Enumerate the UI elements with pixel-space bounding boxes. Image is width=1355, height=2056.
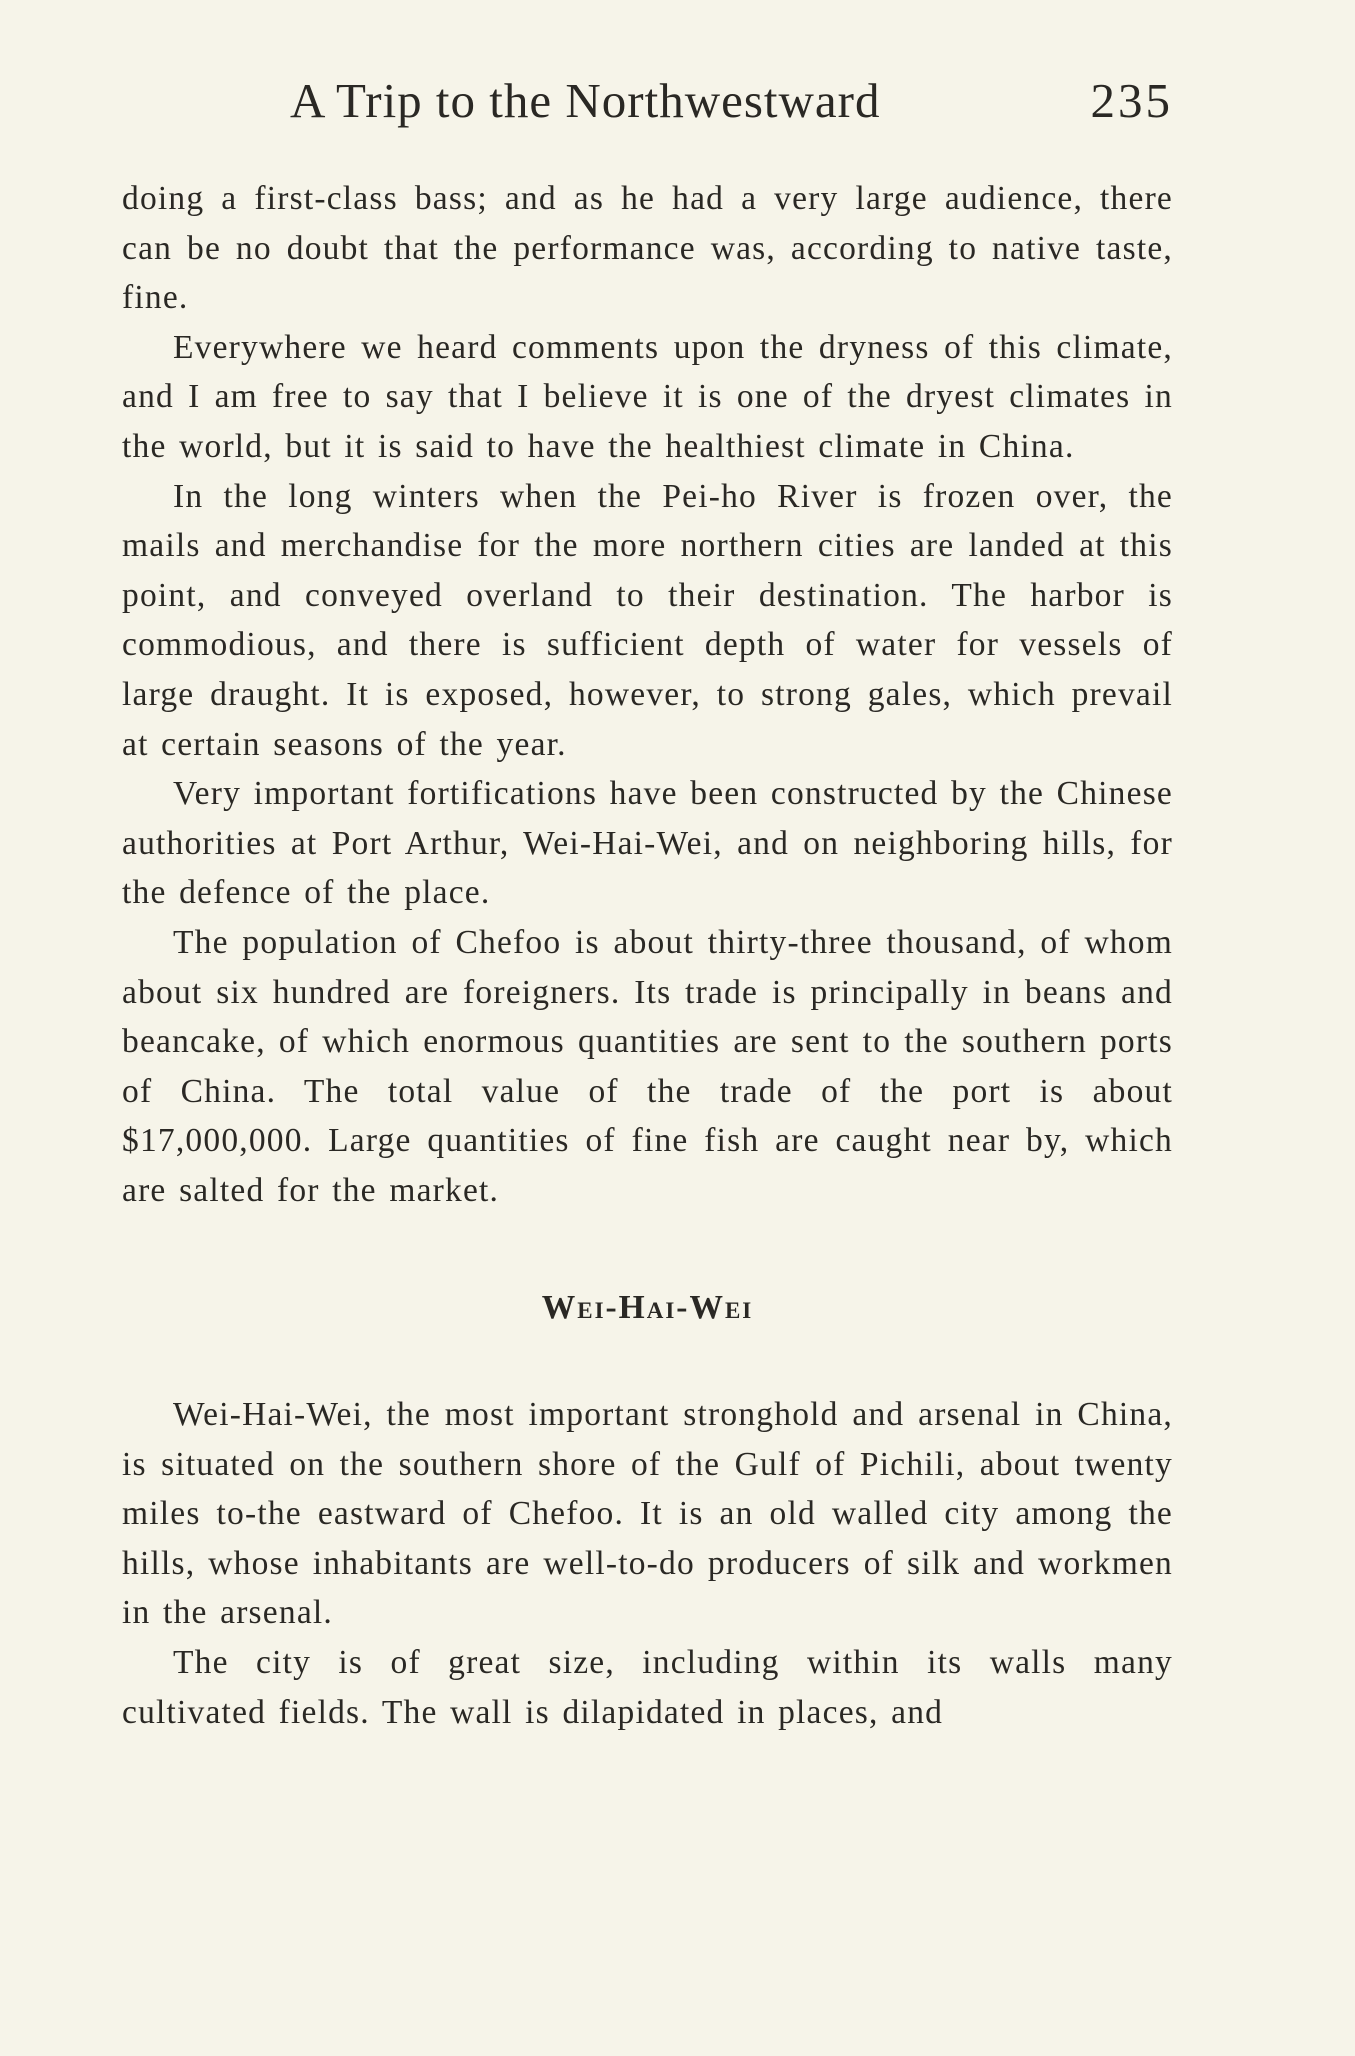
section-heading: Wei-Hai-Wei [541,1289,754,1327]
paragraph-continued: doing a first-class bass; and as he had a very large audience, there can be no doubt that the performance was, according to native taste, fine. [122,180,1173,317]
running-head [122,72,1173,132]
running-head-title: A Trip to the Northwestward [290,73,881,128]
paragraph-fortifications: Very important fortifications have been constructed by the Chinese authorities at Port Arthur, Wei-Hai-Wei, and on neighboring hills, for the defence of the place. [122,775,1173,912]
paragraph-climate: Everywhere we heard comments upon the dryness of this climate, and I am free to say that I believe it is one of the dryest climates in the world, but it is said to have the healthiest climate in China. [122,328,1173,465]
page-number: 235 [1090,73,1173,128]
paragraph-population-trade: The population of Chefoo is about thirty-three thousand, of whom about six hundred are foreigners. Its trade is principally in beans and beancake, of which enormous quantities are sent to the southern ports of China. The total value of the trade of the port is about $17,000,000. Large quantities of fine fish are caught near by, which are salted for the market. [122,923,1173,1209]
paragraph-winter-harbor: In the long winters when the Pei-ho River is frozen over, the mails and merchandise for the more northern cities are landed at this point, and conveyed overland to their destination. The harbor is commodious, and there is sufficient depth of water for vessels of large draught. It is exposed, however, to strong gales, which prevail at certain seasons of the year. [122,477,1173,763]
paragraph-stronghold: Wei-Hai-Wei, the most important stronghold and arsenal in China, is situated on the southern shore of the Gulf of Pichili, about twenty miles to-the eastward of Chefoo. It is an old walled city among the hills, whose inhabitants are well-to-do producers of silk and workmen in the arsenal. [122,1396,1173,1632]
body-text [122,174,1173,1737]
paragraph-city-size: The city is of great size, including within its walls many cultivated fields. The wall is dilapidated in places, and [122,1644,1173,1731]
